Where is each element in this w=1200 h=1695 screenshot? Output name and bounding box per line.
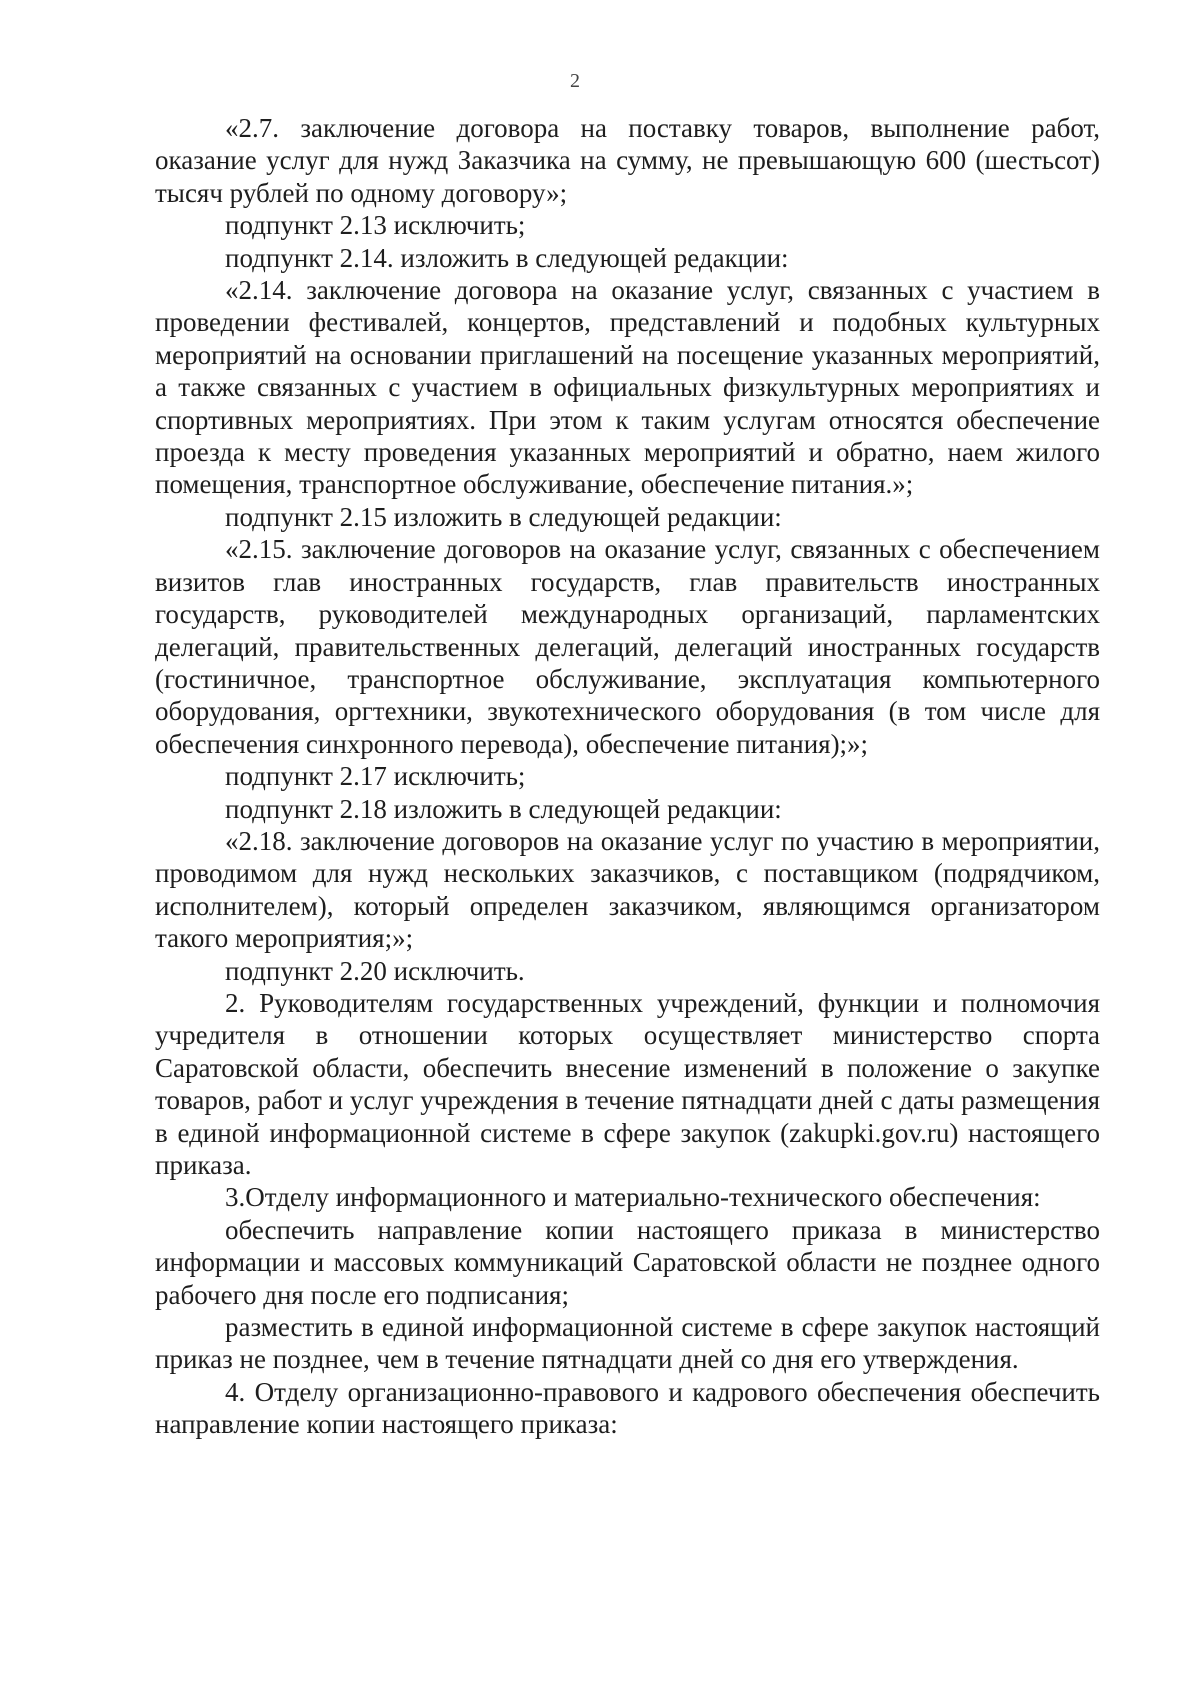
paragraph-2-14: «2.14. заключение договора на оказание услуг, связанных с участием в проведении фестивалей, концертов, представлений и подобных культурных мероприятий на основании приглашений на посещение указанных мероприятий, а также связанных с участием в официальных физкультурных мероприятиях и спортивных мероприятиях. При этом к таким услугам относятся обеспечение проезда к месту проведения указанных мероприятий и обратно, наем жилого помещения, транспортное обслуживание, обеспечение питания.»; <box>155 275 1100 500</box>
paragraph-subpoint-2-15: подпункт 2.15 изложить в следующей редакции: <box>225 501 782 532</box>
paragraph-item-3: 3.Отделу информационного и материально-технического обеспечения: <box>225 1182 1041 1213</box>
paragraph-item-4: 4. Отделу организационно-правового и кадрового обеспечения обеспечить направление копии настоящего приказа: <box>155 1376 1100 1440</box>
paragraph-2-15: «2.15. заключение договоров на оказание услуг, связанных с обеспечением визитов глав иностранных государств, глав правительств иностранных государств, руководителей международных организаций, парламентских делегаций, правительственных делегаций, делегаций иностранных государств (гостиничное, транспортное обслуживание, эксплуатация компьютерного оборудования, оргтехники, звукотехнического оборудования (в том числе для обеспечения синхронного перевода), обеспечение питания);»; <box>155 534 1100 759</box>
paragraph-subpoint-2-14: подпункт 2.14. изложить в следующей редакции: <box>225 242 789 273</box>
paragraph-subpoint-2-20: подпункт 2.20 исключить. <box>225 955 525 986</box>
paragraph-subpoint-2-13: подпункт 2.13 исключить; <box>225 210 526 241</box>
paragraph-2-18: «2.18. заключение договоров на оказание услуг по участию в мероприятии, проводимом для нужд нескольких заказчиков, с поставщиком (подрядчиком, исполнителем), который определен заказчиком, являющимся организатором такого мероприятия;»; <box>155 825 1100 954</box>
paragraph-subpoint-2-18: подпункт 2.18 изложить в следующей редакции: <box>225 793 782 824</box>
paragraph-item-3-copy: обеспечить направление копии настоящего приказа в министерство информации и массовых коммуникаций Саратовской области не позднее одного рабочего дня после его подписания; <box>155 1214 1100 1310</box>
page-number: 2 <box>570 70 580 92</box>
paragraph-item-2: 2. Руководителям государственных учреждений, функции и полномочия учредителя в отношении которых осуществляет министерство спорта Саратовской области, обеспечить внесение изменений в положение о закупке товаров, работ и услуг учреждения в течение пятнадцати дней с даты размещения в единой информационной системе в сфере закупок (zakupki.gov.ru) настоящего приказа. <box>155 987 1100 1180</box>
paragraph-item-3-publish: разместить в единой информационной системе в сфере закупок настоящий приказ не позднее, чем в течение пятнадцати дней со дня его утверждения. <box>155 1312 1100 1375</box>
paragraph-subpoint-2-17: подпункт 2.17 исключить; <box>225 761 526 792</box>
document-body <box>155 112 1100 1441</box>
paragraph-2-7: «2.7. заключение договора на поставку товаров, выполнение работ, оказание услуг для нужд Заказчика на сумму, не превышающую 600 (шестьсот) тысяч рублей по одному договору»; <box>155 113 1100 208</box>
